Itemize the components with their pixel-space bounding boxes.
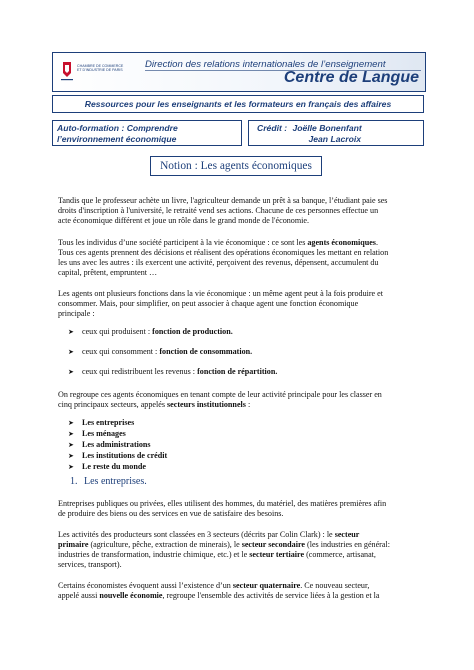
paragraph-line: capital, prêtent, empruntent …: [58, 267, 158, 277]
notion-title: Notion : Les agents économiques: [150, 156, 322, 176]
sectors-list: [68, 418, 167, 473]
credit-label: Crédit :: [257, 123, 288, 133]
paragraph-producteurs: [58, 530, 424, 570]
paragraph-line: droits d'inscription à l'université, le retraité vend ses actions. Chacune de ces personnes effectue un: [58, 205, 379, 215]
function-item: [68, 327, 233, 338]
text-run: ceux qui produisent :: [82, 327, 153, 336]
autoformation-line-1: Auto-formation : Comprendre: [57, 123, 178, 133]
text-run: Certains économistes évoquent aussi l’existence d’un: [58, 581, 233, 590]
text-run: Les activités des producteurs sont classées en 3 secteurs (décrits par Colin Clark) : le: [58, 530, 335, 539]
arrow-bullet-icon: ➤: [68, 462, 74, 471]
paragraph-entreprises: [58, 499, 424, 519]
paragraph-line: acte économique différent et joue un rôle dans le grand monde de l'économie.: [58, 215, 309, 225]
paragraph-line: [58, 238, 424, 248]
paragraph-line: Tous ces agents prennent des décisions et réalisent des opérations économiques les mettant en relation: [58, 247, 389, 257]
paragraph-line: de produire des biens ou des services en vue de satisfaire des besoins.: [58, 508, 284, 518]
centre-de-langue-title: Centre de Langue: [283, 69, 419, 86]
sector-label: Les ménages: [82, 428, 126, 438]
text-run: ceux qui consomment :: [82, 347, 160, 356]
paragraph-line: consommer. Mais, pour simplifier, on peut associer à chaque agent une fonction économique: [58, 298, 359, 308]
paragraph-line: Les agents ont plusieurs fonctions dans la vie économique : un même agent peut à la fois produire et: [58, 289, 384, 298]
sector-item: [68, 451, 167, 462]
text-run: (agriculture, pêche, extraction de minerais), le: [88, 539, 242, 549]
bold-term: fonction de répartition.: [197, 367, 278, 376]
bold-term: primaire: [58, 539, 89, 549]
text-run: (les industries en général:: [305, 539, 390, 549]
paragraph-line: les uns avec les autres : ils exercent une activité, perçoivent des revenus, dépensent, accumulent du: [58, 257, 379, 267]
paragraph-quaternaire: [58, 581, 424, 601]
bold-term: secteur quaternaire: [232, 581, 301, 590]
direction-title: Direction des relations internationales de l’enseignement: [145, 59, 386, 70]
text-run: Tous les individus d’une société participent à la vie économique : ce sont les: [58, 238, 308, 247]
paragraph-line: Tandis que le professeur achète un livre, l'agriculteur demande un prêt à sa banque, l’étudiant paie ses: [58, 196, 388, 205]
text-run: , regroupe l'ensemble des activités de service liées à la gestion et la: [162, 590, 380, 600]
autoformation-box: [52, 120, 242, 146]
text-run: industries de transformation, industrie chimique, etc.) et le: [58, 549, 250, 559]
section-title: Les entreprises.: [84, 476, 147, 487]
text-run: ceux qui redistribuent les revenus :: [82, 367, 198, 376]
function-item: [68, 367, 277, 378]
sector-item: [68, 418, 167, 429]
section-number: 1.: [70, 476, 78, 487]
bold-term: agents économiques: [307, 238, 376, 247]
paragraph-functions: [58, 289, 424, 319]
bold-term: nouvelle économie: [99, 590, 163, 600]
sector-label: Les institutions de crédit: [82, 450, 168, 460]
paragraph-line: services, transport).: [58, 559, 122, 569]
resources-banner: Ressources pour les enseignants et les formateurs en français des affaires: [52, 95, 424, 113]
bold-term: secteur: [334, 530, 360, 539]
arrow-bullet-icon: ➤: [68, 328, 74, 336]
chamber-line-2: ET D'INDUSTRIE DE PARIS: [77, 68, 123, 73]
paragraph-line: [58, 581, 424, 591]
paragraph-intro: [58, 196, 424, 226]
text-run: cinq principaux secteurs, appelés: [58, 399, 168, 409]
paragraph-line: [58, 530, 424, 540]
bold-term: secteurs institutionnels: [167, 399, 246, 409]
text-run: (commerce, artisanat,: [304, 549, 376, 559]
paragraph-line: [58, 550, 424, 560]
sector-label: Le reste du monde: [82, 461, 146, 471]
arrow-bullet-icon: ➤: [68, 368, 74, 376]
section-heading: [70, 476, 147, 487]
credit-names: [292, 123, 361, 144]
sector-item: [68, 429, 167, 440]
sector-item: [68, 462, 167, 473]
paragraph-line: On regroupe ces agents économiques en tenant compte de leur activité principale pour les classer en: [58, 390, 382, 399]
paragraph-line: Entreprises publiques ou privées, elles utilisent des hommes, du matériel, des matières premières afin: [58, 499, 387, 508]
sector-label: Les administrations: [82, 439, 151, 449]
chamber-line-1: CHAMBRE DE COMMERCE: [77, 64, 124, 68]
sector-label: Les entreprises: [82, 418, 135, 427]
text-run: appelé aussi: [58, 590, 100, 600]
paragraph-sectors: [58, 390, 424, 410]
paragraph-line: principale :: [58, 308, 95, 318]
arrow-bullet-icon: ➤: [68, 348, 74, 356]
bold-term: secteur secondaire: [241, 539, 305, 549]
paragraph-line: [58, 591, 424, 601]
credit-box: [248, 120, 424, 146]
bold-term: fonction de production.: [152, 327, 233, 336]
bold-term: secteur tertiaire: [249, 549, 305, 559]
text-run: . Ce nouveau secteur,: [300, 581, 370, 590]
function-item: [68, 347, 252, 358]
arrow-bullet-icon: ➤: [68, 429, 74, 438]
sector-item: [68, 440, 167, 451]
paragraph-line: [58, 400, 424, 410]
credit-name-2: Jean Lacroix: [308, 133, 362, 144]
paragraph-line: [58, 540, 424, 550]
autoformation-line-2: l’environnement économique: [57, 133, 177, 144]
arrow-bullet-icon: ➤: [68, 419, 74, 427]
bold-term: fonction de consommation.: [159, 347, 253, 356]
credit-name-1: Joëlle Bonenfant: [292, 123, 362, 133]
paragraph-agents: [58, 238, 424, 278]
header-banner: [52, 52, 426, 92]
text-run: .: [375, 238, 378, 247]
arrow-bullet-icon: ➤: [68, 440, 74, 449]
text-run: :: [245, 399, 251, 409]
arrow-bullet-icon: ➤: [68, 451, 74, 460]
